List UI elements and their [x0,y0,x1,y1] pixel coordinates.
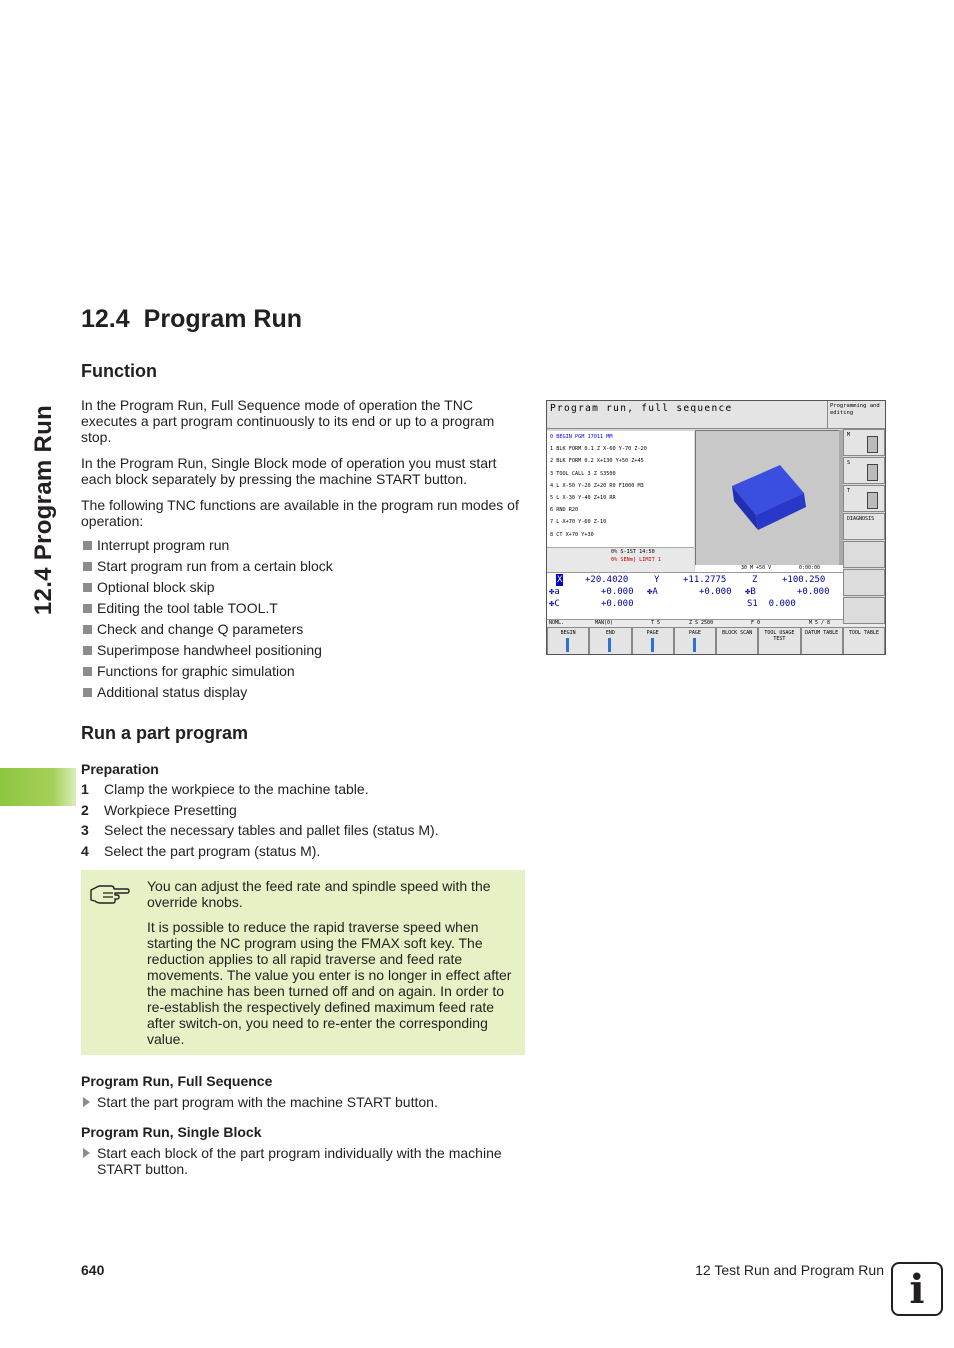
bullet-icon [83,625,92,634]
tnc-mode-header: Program run, full sequence [547,401,827,429]
full-sequence-heading: Program Run, Full Sequence [81,1073,273,1089]
softkey-status-m[interactable]: M [843,429,885,456]
function-para-2: In the Program Run, Single Block mode of operation you must start each block separately by pressing the machine START button. [81,455,497,487]
coord-row: X +20.4020 Y +11.2775 Z +100.250 [557,575,826,585]
bullet-icon [83,604,92,613]
program-line: 6 RND R20 [550,507,579,514]
bullet-icon [83,541,92,550]
program-line: 2 BLK FORM 0.2 X+130 Y+50 Z+45 [550,458,644,465]
softkey-diagnosis[interactable]: DIAGNOSIS [843,513,885,540]
tnc-graphic-view [695,430,843,566]
softkey-end[interactable]: END [589,627,631,655]
step-item: 2 Workpiece Presetting [81,801,237,818]
softkey-tool-usage-test[interactable]: TOOL USAGE TEST [758,627,800,655]
softkey-begin[interactable]: BEGIN [547,627,589,655]
status-line: 0% S-IST 14:50 [611,549,655,555]
tnc-screenshot [546,400,886,655]
note-paragraph: You can adjust the feed rate and spindle speed with the override knobs. [147,878,491,910]
list-item: Additional status display [81,684,333,705]
status-line: 0% SENm] LIMIT 1 [611,557,661,563]
step-item: 4 Select the part program (status M). [81,842,321,859]
softkey-status-t[interactable]: T [843,485,885,512]
tnc-bottom-softkeys [547,627,885,655]
preparation-heading: Preparation [81,761,159,777]
single-block-heading: Program Run, Single Block [81,1124,262,1140]
bullet-icon [83,688,92,697]
softkey-datum-table[interactable]: DATUM TABLE [801,627,843,655]
program-line: 5 L X-30 Y-40 Z+10 RR [550,495,616,502]
function-para-3: The following TNC functions are available in the program run modes of operation: [81,497,519,529]
list-item: Optional block skip [81,579,333,600]
run-part-heading: Run a part program [81,723,249,743]
bullet-icon [83,646,92,655]
program-line: 3 TOOL CALL 3 Z S3500 [550,470,616,477]
full-sequence-instruction: Start the part program with the machine START button. [81,1094,521,1110]
tnc-info-bar: NOML. MAN(0) T 5 Z S 2500 F 0 M 5 / 8 [547,619,885,628]
softkey-empty[interactable] [843,569,885,596]
program-line: 7 L X+70 Y-60 Z-10 [550,519,607,526]
softkey-empty[interactable] [843,597,885,624]
function-list [81,537,333,705]
softkey-status-s[interactable]: S [843,457,885,484]
arrow-up-icon [566,638,569,652]
workpiece-graphic [696,431,842,565]
bullet-icon [83,562,92,571]
softkey-page-down[interactable]: PAGE [674,627,716,655]
running-side-title: 12.4 Program Run [30,404,58,616]
single-block-instruction: Start each block of the part program individually with the machine START button. [81,1145,521,1177]
program-line: 0 BEGIN PGM 17011 MM [550,434,613,440]
list-item: Functions for graphic simulation [81,663,333,684]
program-line: 8 CT X+70 Y+30 [550,531,594,538]
program-line: 4 L X-50 Y-20 Z+20 R0 F1000 M3 [550,482,644,489]
list-item: Superimpose handwheel positioning [81,642,333,663]
list-item: Editing the tool table TOOL.T [81,600,333,621]
tnc-program-listing [547,431,694,547]
graphic-status-bar: 30 M +50 V 0:00:00 [695,565,843,572]
softkey-page-up[interactable]: PAGE [632,627,674,655]
preparation-steps [81,781,439,863]
tnc-status-block [547,547,694,572]
section-title: 12.4 Program Run [81,305,303,333]
softkey-block-scan[interactable]: BLOCK SCAN [716,627,758,655]
coord-row: ✤a +0.000 ✤A +0.000 ✤B +0.000 [549,587,830,597]
arrow-down-icon [608,638,611,652]
function-heading: Function [81,361,157,381]
bullet-icon [83,583,92,592]
program-line: 1 BLK FORM 0.1 Z X-60 Y-70 Z-20 [550,446,647,453]
bullet-icon [83,667,92,676]
coord-row: ✤C +0.000 S1 0.000 [549,599,796,609]
step-item: 3 Select the necessary tables and pallet files (status M). [81,822,439,839]
list-item: Interrupt program run [81,537,333,558]
arrow-up-icon [651,638,654,652]
arrow-icon [83,1148,90,1158]
page-number: 640 [81,1262,105,1278]
arrow-down-icon [693,638,696,652]
note-paragraph: It is possible to reduce the rapid traverse speed when starting the NC program using the FMAX soft key. The reduction applies to all rapid traverse and feed rate movements. The value you enter is no longer in effect after the machine has been turned off and on again. In order to re-establish the respectively defined maximum feed rate after switch-on, you need to re-enter the corresponding value. [147,919,512,1047]
tnc-side-softkeys [843,429,885,625]
note-box [81,870,525,1055]
list-item: Check and change Q parameters [81,621,333,642]
tnc-mode-secondary: Programming and editing [827,401,886,429]
list-item: Start program run from a certain block [81,558,333,579]
pointing-hand-icon [89,880,131,906]
softkey-tool-table[interactable]: TOOL TABLE [843,627,885,655]
arrow-icon [83,1097,90,1107]
softkey-empty[interactable] [843,541,885,568]
function-para-1: In the Program Run, Full Sequence mode of operation the TNC executes a part program continuously to its end or up to a program stop. [81,397,495,445]
step-item: 1 Clamp the workpiece to the machine table. [81,781,369,797]
chapter-footer: 12 Test Run and Program Run [695,1262,884,1278]
tnc-position-display [547,572,843,621]
chapter-tab [0,768,76,806]
info-icon: i [891,1262,943,1316]
